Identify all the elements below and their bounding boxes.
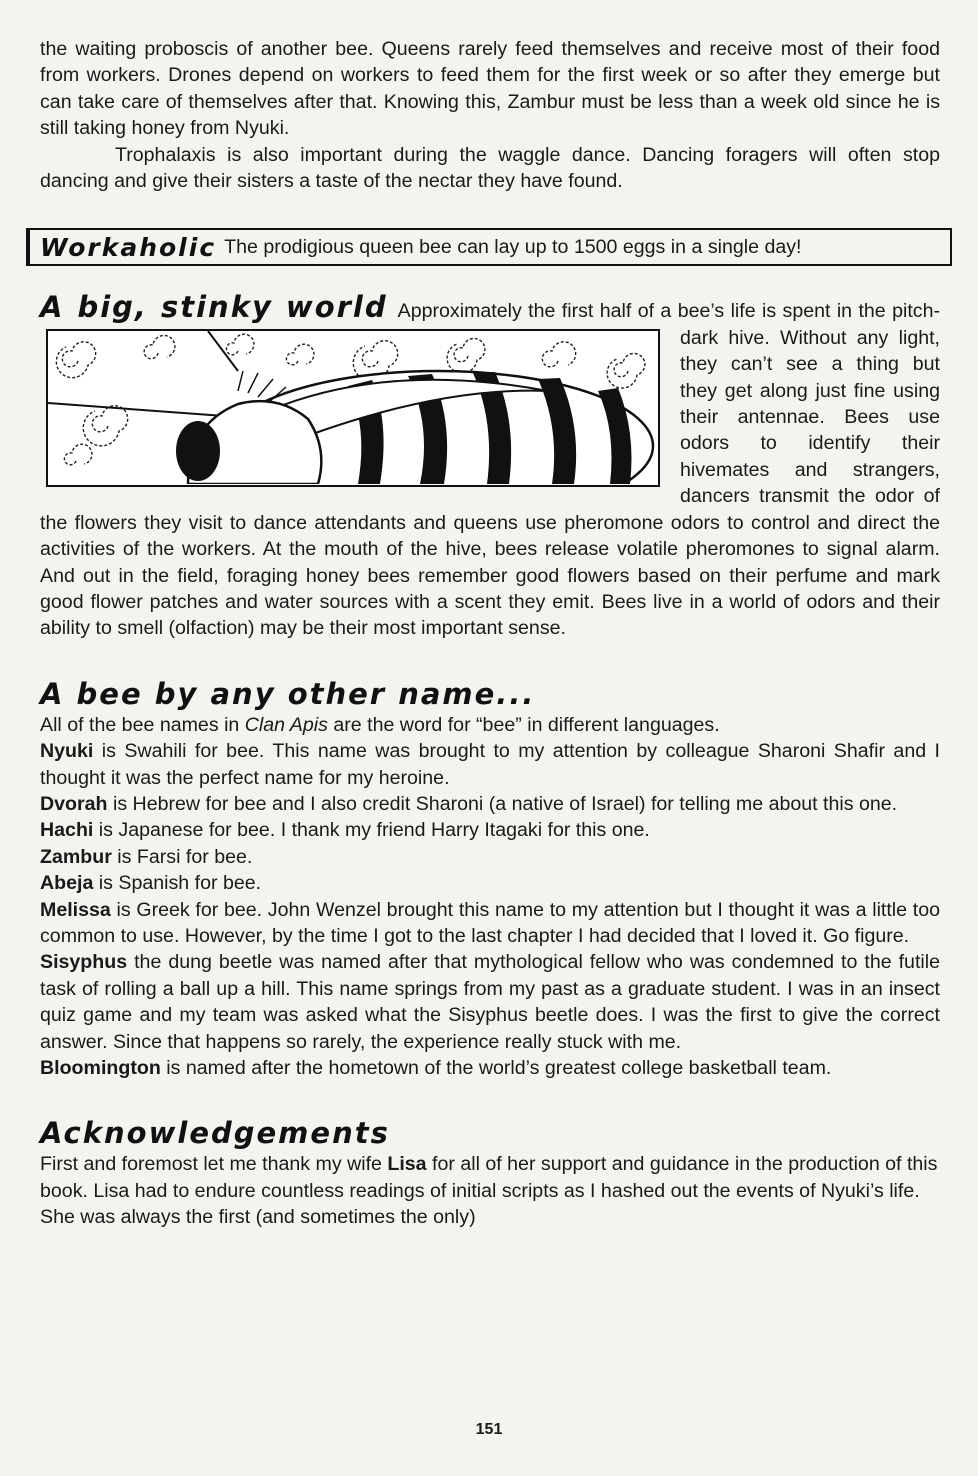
name-entry-zambur [40,844,940,870]
stinky-world-paragraph [40,290,940,641]
intro-after: are the word for “bee” in different languages. [327,713,720,736]
stinky-world-section [40,290,940,641]
name-entry-dvorah [40,791,940,817]
entry-name: Nyuki [40,740,94,763]
intro-before: All of the bee names in [40,713,245,736]
callout-heading: Workaholic [40,232,217,262]
entry-text: is Swahili for bee. This name was brought to my attention by colleague Sharoni Shafir and I thought it was the perfect name for my heroine. [40,740,940,789]
entry-name: Dvorah [40,792,108,815]
bee-names-heading: A bee by any other name... [40,676,536,711]
entry-text: is Hebrew for bee and I also credit Sharoni (a native of Israel) for telling me about this one. [107,792,898,815]
name-entry-hachi [40,817,940,843]
page-number: 151 [475,1421,503,1438]
acknowledgements-paragraph [40,1151,940,1230]
name-entry-abeja [40,870,940,896]
acknowledgements-section [40,1115,940,1230]
stinky-world-heading: A big, stinky world [40,290,388,325]
intro-paragraph-1: the waiting proboscis of another bee. Queens rarely feed themselves and receive most of their food from workers. Drones depend on workers to feed them for the first week or so after they emerge but can take care of themselves after that. Knowing this, Zambur must be less than a week old since he is still taking honey from Nyuki. [40,38,940,140]
page-body [40,36,940,1231]
entry-name: Bloomington [40,1057,161,1079]
entry-name: Melissa [40,898,111,921]
entry-text: is named after the hometown of the world’s greatest college basketball team. [160,1057,832,1079]
bee-illustration [46,329,660,487]
entry-name: Hachi [40,819,94,842]
entry-text: is Spanish for bee. [93,872,262,895]
intro-title: Clan Apis [244,713,328,736]
name-entry-melissa [40,897,940,950]
entry-text: the dung beetle was named after that mythological fellow who was condemned to the futile task of rolling a ball up a hill. This name springs from my past as a graduate student. I was in an insect quiz game and my team was asked what the Sisyphus beetle does. I was the first to give the correct answer. Since that happens so rarely, the experience really stuck with me. [40,951,940,1053]
ack-after: for all of her support and guidance in the production of this book. Lisa had to endure countless readings of initial scripts as I hashed out the events of Nyuki’s life. She was always the first (and sometimes the only) [40,1153,938,1229]
entry-text: is Japanese for bee. I thank my friend Harry Itagaki for this one. [93,819,650,842]
ack-before: First and foremost let me thank my wife [40,1153,388,1176]
acknowledgements-heading: Acknowledgements [40,1116,390,1151]
ack-name: Lisa [387,1153,427,1176]
name-entry-nyuki [40,738,940,791]
name-entry-bloomington [40,1055,940,1081]
entry-name: Sisyphus [40,951,128,974]
workaholic-callout-box [26,228,952,266]
entry-text: is Farsi for bee. [111,845,253,868]
entry-text: is Greek for bee. John Wenzel brought this name to my attention but I thought it was a little too common to use. However, by the time I got to the last chapter I had decided that I loved it. Go figure. [40,898,940,947]
entry-name: Abeja [40,872,94,895]
name-entry-sisyphus [40,949,940,1055]
intro-paragraph-2: Trophalaxis is also important during the waggle dance. Dancing foragers will often stop dancing and give their sisters a taste of the nectar they have found. [40,143,940,193]
stinky-world-text: Approximately the first half of a bee’s life is spent in the pitch-dark hive. Without any light, they can’t see a thing but they get along just fine using their antennae. Bees use odors to identify their hivemates and strangers, dancers transmit the odor of the flowers they visit to dance attendants and queens use pheromone odors to control and direct the activities of the workers. At the mouth of the hive, bees release volatile pheromones to signal alarm. And out in the field, foraging honey bees remember good flowers based on their perfume and mark good flower patches and water sources with a scent they emit. Bees live in a world of odors and their ability to smell (olfaction) may be their most important sense. [40,300,940,640]
callout-text: The prodigious queen bee can lay up to 1500 eggs in a single day! [224,235,802,258]
bee-names-section [40,676,940,1082]
bee-names-intro [40,712,940,738]
entry-name: Zambur [40,845,112,868]
